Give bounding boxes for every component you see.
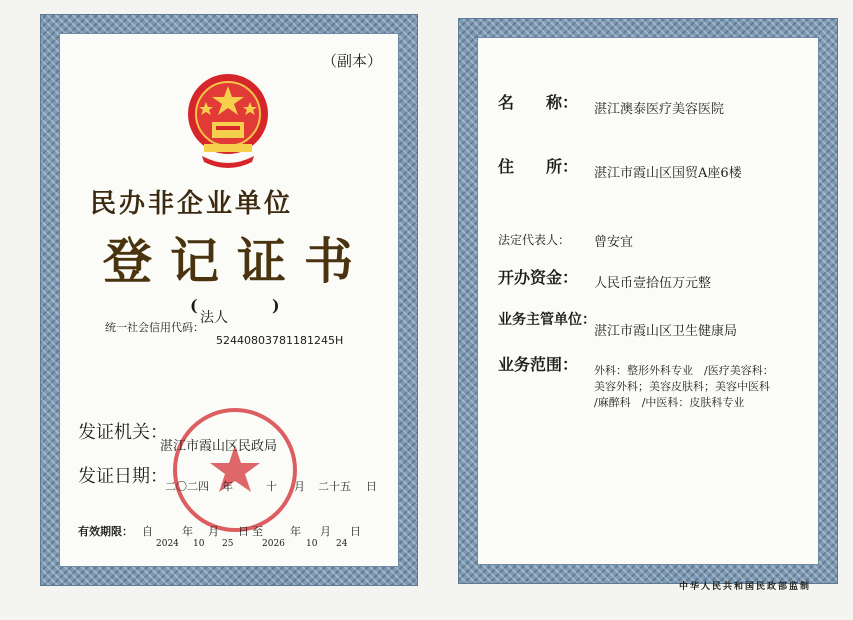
legal-rep-label: 法定代表人： — [498, 233, 571, 247]
address-label: 住 所： — [498, 157, 579, 176]
certificate-type-title: 民办非企业单位 — [90, 189, 294, 219]
scope-line: /麻醉科 /中医科：皮肤科专业 — [594, 396, 745, 409]
validity-from-year-unit: 年 — [182, 525, 193, 538]
scope-line: 外科：整形外科专业 /医疗美容科： — [594, 364, 774, 377]
credit-code-label: 统一社会信用代码： — [105, 321, 204, 334]
issue-month-unit: 月 — [294, 480, 305, 493]
scope-label: 业务范围： — [498, 355, 579, 374]
capital-label: 开办资金： — [498, 268, 579, 287]
issue-date-label: 发证日期： — [78, 466, 168, 487]
validity-to-year-unit: 年 — [290, 525, 301, 538]
scope-line: 美容外科；美容皮肤科；美容中医科 — [594, 380, 770, 393]
issue-day-unit: 日 — [366, 480, 377, 493]
validity-to-day: 24 — [336, 539, 348, 549]
legal-person-type: 法人 — [200, 310, 228, 326]
issue-year-unit: 年 — [222, 480, 233, 493]
name-value: 湛江澳泰医疗美容医院 — [594, 102, 725, 117]
paren-close: ) — [272, 296, 280, 315]
authority-value: 湛江市霞山区卫生健康局 — [594, 324, 738, 339]
validity-label: 有效期限： — [78, 525, 133, 538]
validity-from-year: 2024 — [156, 539, 179, 549]
name-label: 名 称： — [498, 93, 579, 112]
issuer-label: 发证机关： — [78, 422, 168, 443]
capital-value: 人民币壹拾伍万元整 — [594, 276, 712, 291]
paren-open: ( — [190, 296, 198, 315]
issue-year: 二〇二四 — [165, 480, 209, 493]
validity-to-label: 至 — [252, 525, 263, 538]
validity-from-day-unit: 日 — [238, 525, 249, 538]
issue-month: 十 — [266, 480, 277, 493]
validity-from-label: 自 — [142, 525, 153, 538]
copy-label: （副本） — [322, 52, 383, 70]
certificate-main-title: 登记证书 — [103, 233, 372, 290]
validity-to-month-unit: 月 — [320, 525, 331, 538]
validity-to-month: 10 — [306, 539, 318, 549]
validity-to-year: 2026 — [262, 539, 285, 549]
official-seal-stamp — [170, 405, 300, 535]
validity-from-month-unit: 月 — [208, 525, 219, 538]
supervisor-footer: 中华人民共和国民政部监制 — [678, 582, 811, 592]
issuer-value: 湛江市霞山区民政局 — [160, 439, 278, 454]
address-value: 湛江市霞山区国贸A座6楼 — [594, 166, 742, 181]
authority-label: 业务主管单位： — [498, 312, 596, 328]
national-emblem-icon — [182, 72, 274, 168]
validity-from-day: 25 — [222, 539, 234, 549]
credit-code-value: 52440803781181245H — [216, 334, 344, 347]
issue-day: 二十五 — [318, 480, 351, 493]
validity-from-month: 10 — [193, 539, 205, 549]
validity-to-day-unit: 日 — [350, 525, 361, 538]
legal-rep-value: 曾安宜 — [594, 235, 634, 250]
